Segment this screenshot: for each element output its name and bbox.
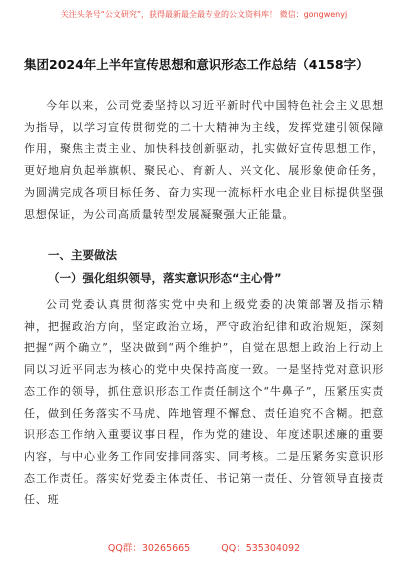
footer	[0, 540, 408, 554]
section-heading: 一、主要做法	[48, 248, 117, 262]
document-title: 集团2024年上半年宣传思想和意识形态工作总结（4158字）	[24, 57, 369, 72]
body-paragraph: 公司党委认真贯彻落实党中央和上级党委的决策部署及指示精神，把握政治方向，坚定政治立场，严守政治纪律和政治规矩，深刻把握“两个确立”，坚决做到“两个维护”，自觉在思想上政治上行动上同以习近平同志为核心的党中央保持高度一致。一是坚持党对意识形态工作的领导，抓住意识形态工作责任制这个“牛鼻子”，压紧压实责任，做到任务落实不马虎、阵地管理不懈怠、责任追究不含糊。把意识形态工作纳入重要议事日程，作为党的建设、年度述职述廉的重要内容，与中心业务工作同安排同落实、同考核。二是压紧务实意识形态工作责任。落实好党委主体责任、书记第一责任、分管领导直接责任、班	[24, 298, 384, 507]
footer-qq-group: QQ群：30265665	[107, 543, 191, 554]
subsection-heading: （一）强化组织领导，落实意识形态“主心骨”	[48, 271, 282, 285]
intro-paragraph: 今年以来，公司党委坚持以习近平新时代中国特色社会主义思想为指导，以学习宣传贯彻党的二十大精神为主线，发挥党建引领保障作用，聚焦主责主业、加快科技创新驱动，扎实做好宣传思想工作，更好地肩负起举旗帜、聚民心、育新人、兴文化、展形象使命任务，为圆满完成各项目标任务、奋力实现一流标杆水电企业目标提供坚强思想保证，为公司高质量转型发展凝聚强大正能量。	[24, 99, 384, 221]
footer-qq: QQ：535304092	[221, 543, 301, 554]
header-banner: 关注头条号“公文研究”，获得最新最全最专业的公文资料库！ 微信：gongwenyj	[60, 10, 348, 19]
